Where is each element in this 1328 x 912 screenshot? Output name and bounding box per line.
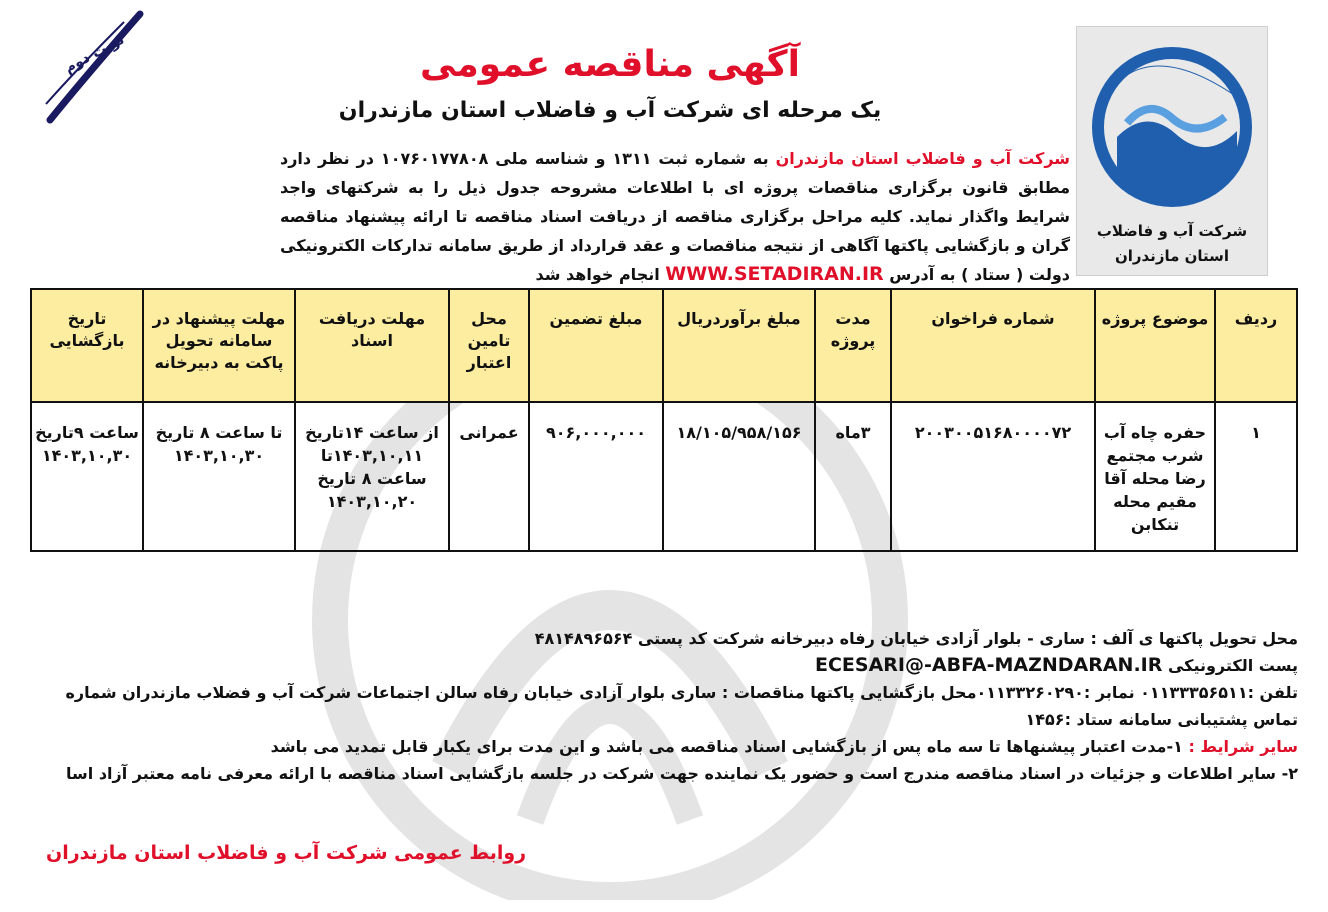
intro-body: به شماره ثبت ۱۳۱۱ و شناسه ملی ۱۰۷۶۰۱۷۷۸۰۸ در نظر دارد مطابق قانون برگزاری مناقصات پروژه ای با اطلاعات مشروحه جدول ذیل را به شرکتهای واجد شرایط واگذار نماید. کلیه مراحل برگزاری مناقصه از دریافت اسناد مناقصه تا ارائه پیشنهاد مناقصه گران و بازگشایی پاکتها آگاهی از نتیجه مناقصات و عقد قرارداد از طریق سامانه تدارکات الکترونیکی دولت ( ستاد ) به آدرس [280,149,1070,284]
intro-tail: انجام خواهد شد [535,265,666,284]
tender-table [30,288,1298,552]
water-drop-logo-icon [1087,27,1257,217]
cell-estimate: ۱۸/۱۰۵/۹۵۸/۱۵۶ [663,402,815,551]
header-guarantee: مبلغ تضمین [529,289,663,402]
intro-company: شرکت آب و فاضلاب استان مازندران [775,149,1071,168]
second-round-stamp [44,8,144,126]
cell-opening: ساعت ۹تاریخ ۱۴۰۳,۱۰,۳۰ [31,402,143,551]
condition-1 [30,733,1298,760]
header-row-no: ردیف [1215,289,1297,402]
stamp-text: نوبت دوم [62,31,128,77]
logo-caption-line2: استان مازندران [1114,247,1230,265]
logo-caption-line1: شرکت آب و فاضلاب [1096,222,1248,240]
header-opening: تاریخ بازگشایی [31,289,143,402]
table-header-row [31,289,1297,402]
header-duration: مدت پروژه [815,289,891,402]
cell-funding: عمرانی [449,402,529,551]
table-row [31,402,1297,551]
details-section [30,625,1298,787]
page-title: آگهی مناقصه عمومی [420,44,800,85]
delivery-address: محل تحویل پاکتها ی آلف : ساری - بلوار آزادی خیابان رفاه دبیرخانه شرکت کد پستی ۴۸۱۴۸۹۶۵۶۴ [534,629,1298,648]
setad-website-link[interactable]: WWW.SETADIRAN.IR [665,263,884,285]
email-line [30,652,1298,679]
footer-signature: روابط عمومی شرکت آب و فاضلاب استان مازندران [46,842,527,864]
header-call-no: شماره فراخوان [891,289,1095,402]
company-logo [1076,26,1268,276]
phone-line: تلفن :۰۱۱۳۳۳۵۶۵۱۱ نمابر :۰۱۱۳۳۲۶۰۲۹۰محل بازگشایی پاکتها مناقصات : ساری بلوار آزادی خیابان رفاه سالن اجتماعات شرکت آب و فضلاب مازندران شماره تماس پشتیبانی سامانه ستاد :۱۴۵۶ [65,683,1298,729]
header-subject: موضوع پروژه [1095,289,1215,402]
cell-submit-deadline: تا ساعت ۸ تاریخ ۱۴۰۳,۱۰,۳۰ [143,402,295,551]
header-funding: محل تامین اعتبار [449,289,529,402]
cell-call-no: ۲۰۰۳۰۰۵۱۶۸۰۰۰۰۷۲ [891,402,1095,551]
header-estimate: مبلغ برآوردریال [663,289,815,402]
email-label: پست الکترونیکی [1162,656,1298,675]
email-link[interactable]: ECESARI@-ABFA-MAZNDARAN.IR [815,654,1163,676]
cell-doc-deadline: از ساعت ۱۴تاریخ ۱۴۰۳,۱۰,۱۱تا ساعت ۸ تاریخ ۱۴۰۳,۱۰,۲۰ [295,402,449,551]
cell-guarantee: ۹۰۶,۰۰۰,۰۰۰ [529,402,663,551]
page-subtitle: یک مرحله ای شرکت آب و فاضلاب استان مازندران [338,98,882,123]
condition-2: ۲- سایر اطلاعات و جزئیات در اسناد مناقصه مندرج است و حضور یک نماینده جهت شرکت در جلسه بازگشایی اسناد مناقصه با ارائه معرفی نامه معتبر آزاد اسا [66,764,1298,783]
header-doc-deadline: مهلت دریافت اسناد [295,289,449,402]
intro-paragraph [280,144,1070,289]
header-submit-deadline: مهلت پیشنهاد در سامانه تحویل پاکت به دبیرخانه [143,289,295,402]
cell-row-no: ۱ [1215,402,1297,551]
condition-1-text: ۱-مدت اعتبار پیشنهاها تا سه ماه پس از بازگشایی اسناد مناقصه می باشد و این مدت برای یکبار قابل تمدید می باشد [270,737,1183,756]
cell-duration: ۳ماه [815,402,891,551]
cell-subject: حفره چاه آب شرب مجتمع رضا محله آقا مقیم محله تنکابن [1095,402,1215,551]
conditions-label: سایر شرایط : [1182,737,1298,756]
